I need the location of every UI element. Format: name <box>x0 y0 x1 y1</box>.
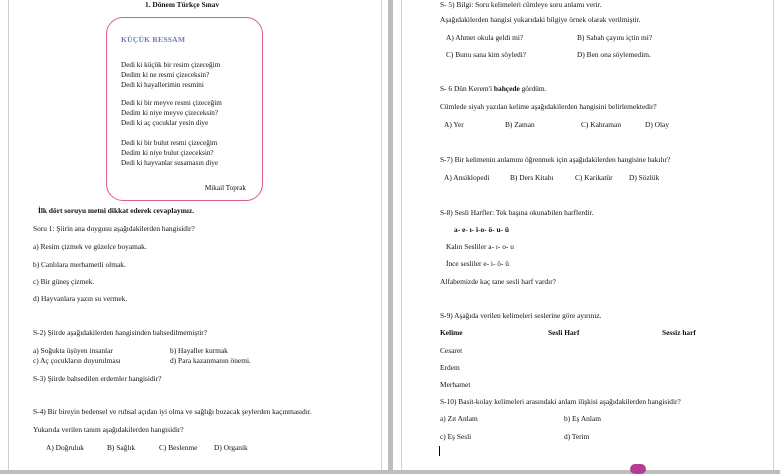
question-2-option-b: b) Hayaller kurmak <box>170 346 228 355</box>
question-7-option-a: A) Ansiklopedi <box>444 173 490 182</box>
question-2-option-c: c) Aç çocukların duyurulması <box>33 356 121 365</box>
vowel-letters: a- e- ı- i-o- ö- u- ü <box>454 225 510 234</box>
question-10-option-c: c) Eş Sesli <box>440 432 472 441</box>
poem-line: Dedi ki hayallerimin resmini <box>121 81 204 89</box>
question-10-text: S-10) Basit-kolay kelimeleri arasındaki anlam ilişkisi aşağıdakilerden hangisidir? <box>440 397 681 406</box>
document-page-right <box>393 0 780 470</box>
word-item: Merhamet <box>440 380 471 389</box>
question-6-suffix: gördüm. <box>519 84 547 93</box>
question-10-option-d: d) Terim <box>564 432 590 441</box>
question-4-text: S-4) Bir bireyin bedensel ve ruhsal açıdan iyi olma ve sağlığı bozacak şeylerden kaçınmasıdır. <box>33 407 312 416</box>
question-5-option-d: D) Ben ona söylemedim. <box>577 50 651 59</box>
poem-line: Dedi ki hayvanlar susamasın diye <box>121 159 219 167</box>
question-1-option-b: b) Canlılara merhametli olmak. <box>33 260 126 269</box>
question-2-option-a: a) Soğukta üşüyen insanlar <box>33 346 113 355</box>
question-4-option-b: B) Sağlık <box>107 443 136 452</box>
question-6-bold-word: bahçede <box>493 84 520 93</box>
text-cursor <box>439 446 440 456</box>
page-margin-line <box>401 0 402 470</box>
question-6-text <box>440 84 546 93</box>
question-1-text: Soru 1: Şiirin ana duygusu aşağıdakilerden hangisidir? <box>33 224 195 233</box>
question-10-option-a: a) Zıt Anlam <box>440 414 478 423</box>
poem-box <box>106 17 263 201</box>
page-margin-line <box>8 0 9 470</box>
question-7-text: S-7) Bir kelimenin anlamını öğrenmek için aşağıdakilerden hangisine bakılır? <box>440 155 671 164</box>
question-5-subtext: Aşağıdakilerden hangisi yukarıdaki bilgiye örnek olarak verilmiştir. <box>440 15 641 24</box>
question-5-option-c: C) Bunu sana kim söyledi? <box>446 50 527 59</box>
poem-line: Dedi ki küçük bir resim çizeceğim <box>121 61 221 69</box>
question-7-option-d: D) Sözlük <box>629 173 660 182</box>
document-page-left <box>0 0 388 470</box>
question-6-option-a: A) Yer <box>444 120 464 129</box>
question-6-subtext: Cümlede siyah yazılan kelime aşağıdakilerden hangisini belirlemektedir? <box>440 102 657 111</box>
poem-line: Dedim ki ne resmi çizeceksin? <box>121 71 210 79</box>
question-3-text: S-3) Şiirde bahsedilen erdemler hangisidir? <box>33 374 162 383</box>
question-7-option-b: B) Ders Kitabı <box>510 173 554 182</box>
question-5-option-b: B) Sabah çayını içtin mi? <box>577 33 653 42</box>
question-10-option-b: b) Eş Anlam <box>564 414 601 423</box>
question-9-text: S-9) Aşağıda verilen kelimeleri seslerine göre ayırınız. <box>440 311 602 320</box>
poem-line: Dedim ki niye bulut çizeceksin? <box>121 149 214 157</box>
page-margin-line <box>381 0 382 470</box>
question-6-prefix: S- 6 Dün Kerem'i <box>440 84 494 93</box>
poem-author: Mikail Toprak <box>204 184 246 192</box>
poem-line: Dedim ki niye meyve çizeceksin? <box>121 109 218 117</box>
poem-line: Dedi ki aç çocuklar yesin diye <box>121 119 209 127</box>
question-8-question: Alfabemizde kaç tane sesli harf vardır? <box>440 277 556 286</box>
word-item: Erdem <box>440 363 460 372</box>
table-header-consonant: Sessiz harf <box>662 328 696 337</box>
word-item: Cesaret <box>440 346 463 355</box>
question-1-option-c: c) Bir güneş çizmek. <box>33 277 95 286</box>
question-4-option-c: C) Beslenme <box>159 443 198 452</box>
question-8-text: S-8) Sesli Harfler: Tek başına okunabilen harflerdir. <box>440 208 594 217</box>
question-4-option-a: A) Doğruluk <box>46 443 84 452</box>
question-7-option-c: C) Karikatür <box>575 173 613 182</box>
question-6-option-d: D) Olay <box>645 120 670 129</box>
page-margin-line <box>773 0 774 470</box>
poem-title: KÜÇÜK RESSAM <box>121 35 186 44</box>
question-6-option-b: B) Zaman <box>505 120 535 129</box>
question-1-option-d: d) Hayvanlara yazın su vermek. <box>33 294 128 303</box>
table-header-word: Kelime <box>440 328 463 337</box>
poem-line: Dedi ki bir meyve resmi çizeceğim <box>121 99 222 107</box>
question-2-option-d: d) Para kazanmanın önemi. <box>170 356 251 365</box>
question-5-text: S- 5) Bilgi: Soru kelimeleri cümleye soru anlamı verir. <box>440 0 602 9</box>
question-1-option-a: a) Resim çizmek ve güzelce boyamak. <box>33 242 147 251</box>
poem-line: Dedi ki bir bulut resmi çizeceğim <box>121 139 218 147</box>
question-2-text: S-2) Şiirde aşağıdakilerden hangisinden bahsedilmemiştir? <box>33 328 208 337</box>
decorative-graphic <box>630 464 646 474</box>
instruction-text: İlk dört soruyu metni dikkat ederek cevaplayınız. <box>38 206 195 215</box>
question-6-option-c: C) Kahraman <box>581 120 622 129</box>
question-4-subtext: Yukarıda verilen tanım aşağıdakilerden hangisidir? <box>33 425 184 434</box>
question-5-option-a: A) Ahmet okula geldi mi? <box>446 33 524 42</box>
front-vowels: İnce sesliler e- i- ö- ü <box>446 259 509 268</box>
back-vowels: Kalın Sesliler a- ı- o- u <box>446 242 514 251</box>
exam-header: 1. Dönem Türkçe Sınav <box>145 0 220 9</box>
table-header-vowel: Sesli Harf <box>548 328 580 337</box>
question-4-option-d: D) Organik <box>214 443 248 452</box>
